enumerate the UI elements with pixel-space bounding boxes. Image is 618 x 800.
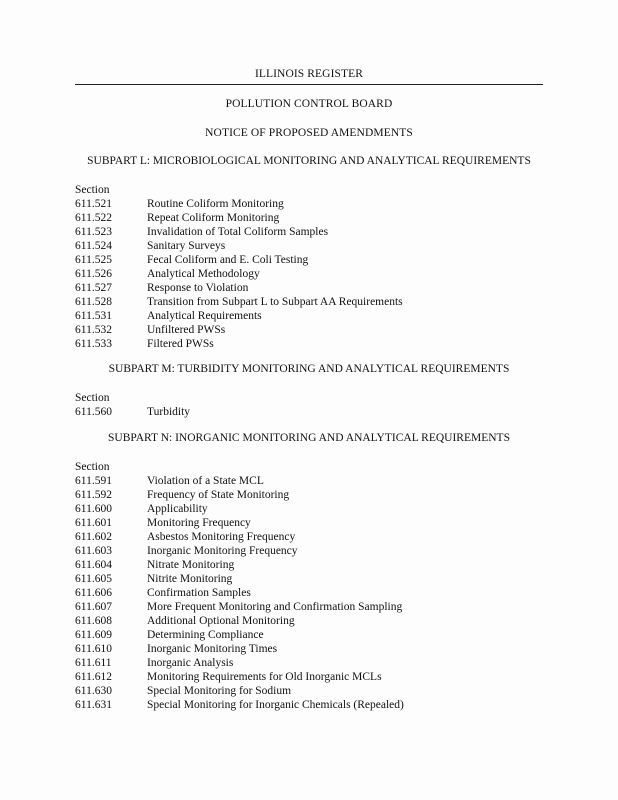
section-number: 611.607 (75, 601, 112, 613)
section-number: 611.630 (75, 685, 112, 697)
section-title: More Frequent Monitoring and Confirmation Sampling (147, 601, 403, 613)
header-rule (75, 84, 543, 85)
board-title: POLLUTION CONTROL BOARD (225, 98, 393, 110)
section-row (75, 239, 545, 253)
section-number: 611.592 (75, 489, 112, 501)
section-title: Inorganic Monitoring Frequency (147, 545, 298, 557)
section-number: 611.609 (75, 629, 112, 641)
section-title: Special Monitoring for Inorganic Chemicals (Repealed) (147, 699, 404, 711)
section-row (75, 600, 545, 614)
section-title: Fecal Coliform and E. Coli Testing (147, 254, 309, 266)
section-row (75, 337, 545, 351)
section-row (75, 267, 545, 281)
section-title: Repeat Coliform Monitoring (147, 212, 280, 224)
section-label: Section (75, 184, 110, 196)
section-title: Routine Coliform Monitoring (147, 198, 284, 210)
section-title: Determining Compliance (147, 629, 264, 641)
section-title: Nitrate Monitoring (147, 559, 235, 571)
section-row (75, 684, 545, 698)
section-number: 611.606 (75, 587, 112, 599)
section-row (75, 295, 545, 309)
section-title: Confirmation Samples (147, 587, 251, 599)
section-number: 611.532 (75, 324, 112, 336)
section-title: Monitoring Frequency (147, 517, 251, 529)
register-title: ILLINOIS REGISTER (254, 68, 364, 80)
section-number: 611.525 (75, 254, 112, 266)
section-row (75, 614, 545, 628)
section-row (75, 253, 545, 267)
section-title: Additional Optional Monitoring (147, 615, 295, 627)
section-row (75, 698, 545, 712)
section-number: 611.528 (75, 296, 112, 308)
section-number: 611.526 (75, 268, 112, 280)
section-row (75, 558, 545, 572)
section-row (75, 516, 545, 530)
section-title: Frequency of State Monitoring (147, 489, 290, 501)
section-number: 611.603 (75, 545, 112, 557)
section-title: Special Monitoring for Sodium (147, 685, 292, 697)
section-row (75, 572, 545, 586)
section-number: 611.522 (75, 212, 112, 224)
section-row (75, 628, 545, 642)
section-title: Transition from Subpart L to Subpart AA Requirements (147, 296, 403, 308)
section-number: 611.605 (75, 573, 112, 585)
section-number: 611.591 (75, 475, 112, 487)
section-title: Monitoring Requirements for Old Inorganic MCLs (147, 671, 382, 683)
section-number: 611.600 (75, 503, 112, 515)
section-title: Unfiltered PWSs (147, 324, 226, 336)
section-row (75, 323, 545, 337)
section-number: 611.604 (75, 559, 112, 571)
section-title: Analytical Methodology (147, 268, 260, 280)
section-row (75, 544, 545, 558)
section-title: Turbidity (147, 406, 191, 418)
section-number: 611.533 (75, 338, 112, 350)
subpart-l-section-list (75, 183, 545, 351)
section-row (75, 309, 545, 323)
section-number: 611.524 (75, 240, 112, 252)
section-number: 611.523 (75, 226, 112, 238)
section-row (75, 405, 545, 419)
section-row (75, 197, 545, 211)
section-row (75, 656, 545, 670)
section-row (75, 530, 545, 544)
section-label: Section (75, 461, 110, 473)
section-number: 611.521 (75, 198, 112, 210)
section-title: Asbestos Monitoring Frequency (147, 531, 296, 543)
section-row (75, 474, 545, 488)
section-title: Analytical Requirements (147, 310, 262, 322)
section-number: 611.560 (75, 406, 112, 418)
section-number: 611.601 (75, 517, 112, 529)
section-label: Section (75, 392, 110, 404)
section-number: 611.602 (75, 531, 112, 543)
section-row (75, 211, 545, 225)
section-number: 611.608 (75, 615, 112, 627)
section-title: Nitrite Monitoring (147, 573, 233, 585)
section-row (75, 502, 545, 516)
section-row (75, 225, 545, 239)
subpart-m-heading: SUBPART M: TURBIDITY MONITORING AND ANALYTICAL REQUIREMENTS (108, 363, 510, 375)
section-number: 611.612 (75, 671, 112, 683)
section-title: Filtered PWSs (147, 338, 214, 350)
section-title: Invalidation of Total Coliform Samples (147, 226, 329, 238)
subpart-n-heading: SUBPART N: INORGANIC MONITORING AND ANALYTICAL REQUIREMENTS (108, 432, 510, 444)
section-title: Violation of a State MCL (147, 475, 264, 487)
section-number: 611.610 (75, 643, 112, 655)
section-row (75, 586, 545, 600)
notice-title: NOTICE OF PROPOSED AMENDMENTS (205, 127, 413, 139)
subpart-n-section-list (75, 460, 545, 712)
section-number: 611.631 (75, 699, 112, 711)
section-row (75, 670, 545, 684)
section-number: 611.611 (75, 657, 112, 669)
section-number: 611.527 (75, 282, 112, 294)
subpart-m-section-list (75, 391, 545, 419)
section-number: 611.531 (75, 310, 112, 322)
section-row (75, 488, 545, 502)
section-title: Sanitary Surveys (147, 240, 226, 252)
section-title: Applicability (147, 503, 208, 515)
section-title: Response to Violation (147, 282, 249, 294)
section-title: Inorganic Analysis (147, 657, 234, 669)
subpart-l-heading: SUBPART L: MICROBIOLOGICAL MONITORING AND ANALYTICAL REQUIREMENTS (87, 155, 531, 167)
section-row (75, 642, 545, 656)
section-title: Inorganic Monitoring Times (147, 643, 278, 655)
section-row (75, 281, 545, 295)
